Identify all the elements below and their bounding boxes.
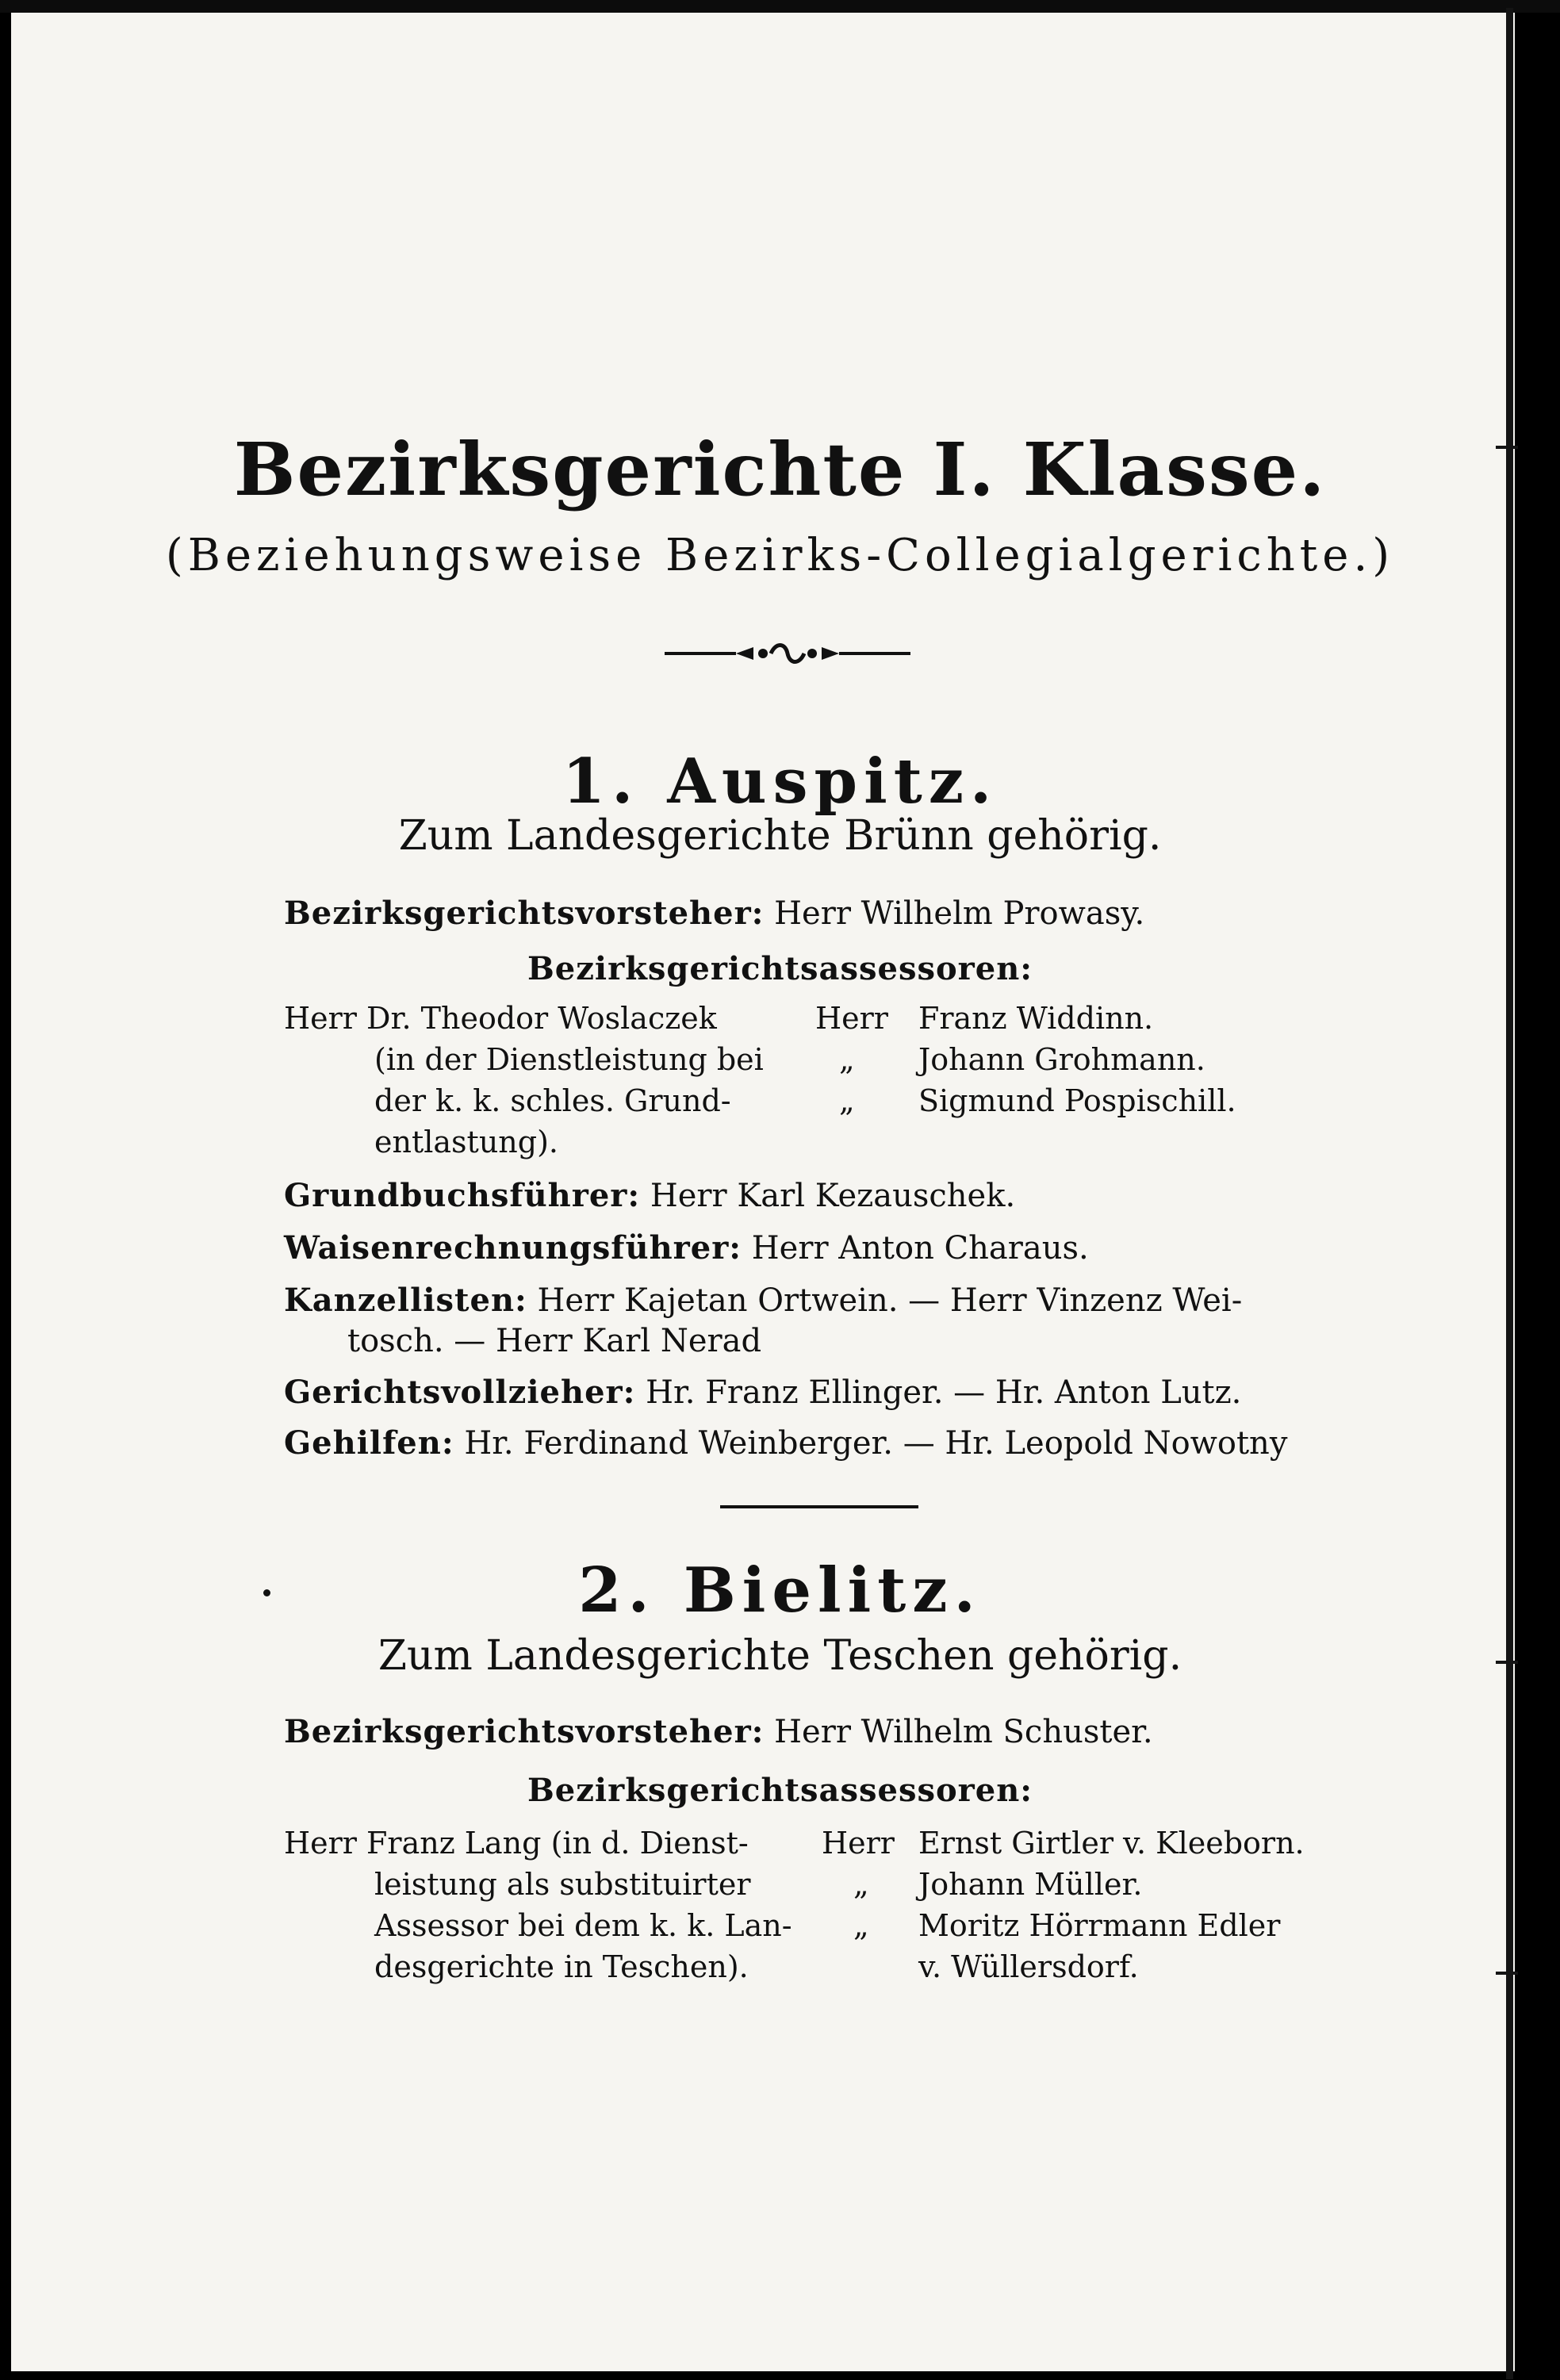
info-line	[284, 1282, 1242, 1319]
info-label: Grundbuchsführer:	[284, 1177, 641, 1214]
info-line	[284, 1229, 1089, 1267]
info-value: tosch. — Herr Karl Nerad	[347, 1323, 762, 1359]
assessor-left-line: desgerichte in Teschen).	[374, 1949, 749, 1984]
page-subtitle: (Beziehungsweise Bezirks-Collegialgerichte.)	[165, 530, 1395, 581]
vorsteher-label: Bezirksgerichtsvorsteher:	[284, 895, 765, 932]
scan-top-edge	[0, 0, 1560, 13]
assessor-right-name: v. Wüllersdorf.	[918, 1949, 1139, 1984]
assessor-right-name: Johann Müller.	[918, 1867, 1143, 1902]
edge-tick	[1496, 1972, 1518, 1975]
info-line	[284, 1374, 1241, 1411]
assessor-right-mark: „	[839, 1042, 855, 1077]
assessor-right-name: Moritz Hörrmann Edler	[918, 1908, 1281, 1943]
info-value: Hr. Franz Ellinger. — Hr. Anton Lutz.	[646, 1374, 1242, 1411]
vorsteher-label: Bezirksgerichtsvorsteher:	[284, 1713, 765, 1750]
info-label: Gerichtsvollzieher:	[284, 1374, 636, 1411]
vorsteher-line	[284, 1713, 1153, 1750]
info-label: Gehilfen:	[284, 1424, 454, 1462]
info-label: Kanzellisten:	[284, 1282, 527, 1319]
assessors-title: Bezirksgerichtsassessoren:	[527, 950, 1033, 987]
info-line	[284, 1424, 1287, 1462]
info-value: Herr Anton Charaus.	[751, 1230, 1089, 1267]
info-value: Herr Karl Kezauschek.	[650, 1178, 1016, 1214]
assessor-right-mark: „	[839, 1083, 855, 1118]
section-subheading: Zum Landesgerichte Brünn gehörig.	[398, 812, 1162, 860]
assessor-left-line: Herr Franz Lang (in d. Dienst-	[284, 1826, 749, 1861]
assessor-right-name: Franz Widdinn.	[918, 1001, 1154, 1036]
info-line-continued	[347, 1323, 761, 1359]
assessor-left-line: Assessor bei dem k. k. Lan-	[374, 1908, 792, 1943]
assessor-right-name: Ernst Girtler v. Kleeborn.	[918, 1826, 1305, 1861]
vorsteher-value: Herr Wilhelm Schuster.	[774, 1714, 1153, 1750]
vorsteher-value: Herr Wilhelm Prowasy.	[774, 895, 1145, 932]
assessor-left-line: der k. k. schles. Grund-	[374, 1083, 731, 1118]
assessor-right-mark: „	[853, 1867, 869, 1902]
assessor-right-mark: Herr	[815, 1001, 888, 1036]
info-label: Waisenrechnungsführer:	[284, 1229, 742, 1267]
section-divider	[720, 1505, 918, 1508]
assessor-left-line: entlastung).	[374, 1125, 558, 1159]
assessor-left-line: (in der Dienstleistung bei	[374, 1042, 764, 1077]
ornament-divider-icon	[665, 639, 910, 668]
info-line	[284, 1177, 1015, 1214]
assessor-left-line: Herr Dr. Theodor Woslaczek	[284, 1001, 717, 1036]
page-edge-rule	[1506, 8, 1513, 2379]
assessor-right-name: Sigmund Pospischill.	[918, 1083, 1236, 1118]
page-title: Bezirksgerichte I. Klasse.	[233, 427, 1327, 512]
info-value: Herr Kajetan Ortwein. — Herr Vinzenz Wei-	[537, 1282, 1243, 1319]
section-subheading: Zum Landesgerichte Teschen gehörig.	[378, 1632, 1182, 1680]
assessor-right-mark: „	[853, 1908, 869, 1943]
vorsteher-line	[284, 895, 1144, 932]
assessor-right-name: Johann Grohmann.	[918, 1042, 1205, 1077]
assessors-title: Bezirksgerichtsassessoren:	[527, 1772, 1033, 1809]
section-heading: 2. Bielitz.	[578, 1554, 982, 1627]
info-value: Hr. Ferdinand Weinberger. — Hr. Leopold Nowotny	[464, 1425, 1288, 1462]
section-heading: 1. Auspitz.	[562, 745, 998, 818]
assessor-right-mark: Herr	[822, 1826, 895, 1861]
assessor-left-line: leistung als substituirter	[374, 1867, 751, 1902]
